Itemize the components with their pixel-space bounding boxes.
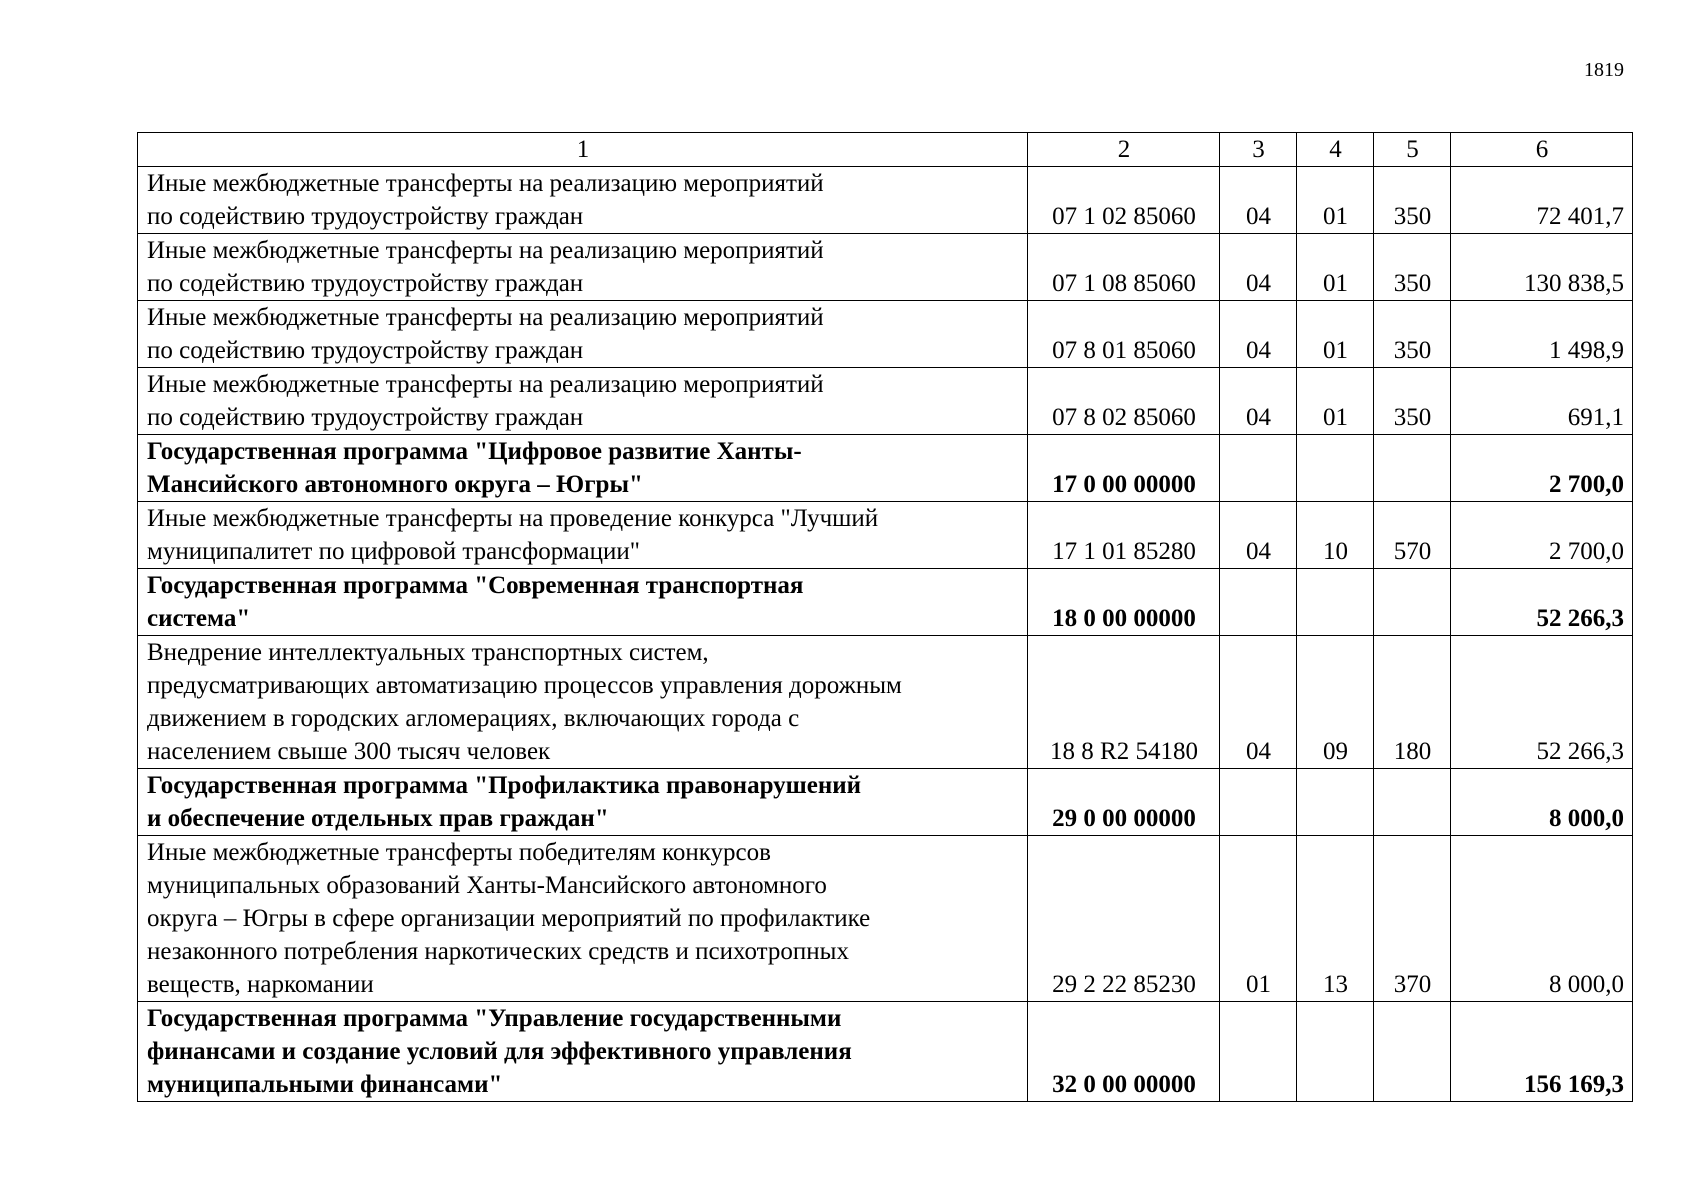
row-code-cell: 07 8 01 85060 <box>1028 301 1220 368</box>
row-name-cell <box>138 569 1028 636</box>
row-section-cell: 04 <box>1220 301 1297 368</box>
page-number: 1819 <box>1584 59 1624 81</box>
row-code-cell: 18 8 R2 54180 <box>1028 636 1220 769</box>
row-section-cell <box>1220 1002 1297 1102</box>
row-name-line: по содействию трудоустройству граждан <box>147 404 584 431</box>
row-name-line: Государственная программа "Современная транспортная <box>147 572 804 599</box>
row-name-line: Иные межбюджетные трансферты на реализацию мероприятий <box>147 170 824 197</box>
row-name-cell <box>138 502 1028 569</box>
row-expense-type-cell: 350 <box>1374 167 1451 234</box>
row-amount-cell: 2 700,0 <box>1451 502 1633 569</box>
row-amount-cell: 8 000,0 <box>1451 836 1633 1002</box>
row-name-line: и обеспечение отдельных прав граждан" <box>147 805 609 832</box>
table-row <box>138 836 1633 1002</box>
row-subsection-cell: 01 <box>1297 167 1374 234</box>
header-col-1: 1 <box>138 133 1028 167</box>
row-section-cell <box>1220 569 1297 636</box>
row-expense-type-cell <box>1374 1002 1451 1102</box>
row-subsection-cell: 01 <box>1297 368 1374 435</box>
row-name-cell <box>138 234 1028 301</box>
row-name-line: Иные межбюджетные трансферты победителям конкурсов <box>147 839 771 866</box>
row-expense-type-cell <box>1374 769 1451 836</box>
header-col-5: 5 <box>1374 133 1451 167</box>
row-name-cell <box>138 769 1028 836</box>
program-row <box>138 435 1633 502</box>
table-row <box>138 167 1633 234</box>
row-name-line: муниципалитет по цифровой трансформации" <box>147 538 640 565</box>
table-row <box>138 234 1633 301</box>
row-amount-cell: 52 266,3 <box>1451 569 1633 636</box>
row-section-cell: 04 <box>1220 636 1297 769</box>
row-code-cell: 29 0 00 00000 <box>1028 769 1220 836</box>
table-row <box>138 301 1633 368</box>
table-header-row <box>138 133 1633 167</box>
row-code-cell: 29 2 22 85230 <box>1028 836 1220 1002</box>
row-name-cell <box>138 836 1028 1002</box>
row-amount-cell: 2 700,0 <box>1451 435 1633 502</box>
row-code-cell: 18 0 00 00000 <box>1028 569 1220 636</box>
row-subsection-cell: 01 <box>1297 301 1374 368</box>
table-row <box>138 502 1633 569</box>
row-section-cell <box>1220 769 1297 836</box>
row-expense-type-cell: 350 <box>1374 301 1451 368</box>
row-code-cell: 07 8 02 85060 <box>1028 368 1220 435</box>
row-name-line: округа – Югры в сфере организации мероприятий по профилактике <box>147 905 871 932</box>
row-name-line: финансами и создание условий для эффективного управления <box>147 1038 852 1065</box>
row-amount-cell: 72 401,7 <box>1451 167 1633 234</box>
row-subsection-cell <box>1297 569 1374 636</box>
row-subsection-cell: 09 <box>1297 636 1374 769</box>
row-amount-cell: 1 498,9 <box>1451 301 1633 368</box>
row-name-cell <box>138 1002 1028 1102</box>
header-col-6: 6 <box>1451 133 1633 167</box>
row-section-cell: 04 <box>1220 234 1297 301</box>
row-amount-cell: 691,1 <box>1451 368 1633 435</box>
table-row <box>138 368 1633 435</box>
row-name-line: Иные межбюджетные трансферты на реализацию мероприятий <box>147 371 824 398</box>
row-subsection-cell <box>1297 435 1374 502</box>
row-name-line: Иные межбюджетные трансферты на реализацию мероприятий <box>147 304 824 331</box>
row-name-line: незаконного потребления наркотических средств и психотропных <box>147 938 849 965</box>
row-name-line: муниципальными финансами" <box>147 1071 503 1098</box>
table-row <box>138 636 1633 769</box>
row-name-line: Государственная программа "Профилактика правонарушений <box>147 772 862 799</box>
row-section-cell: 04 <box>1220 368 1297 435</box>
row-name-line: система" <box>147 605 251 632</box>
row-expense-type-cell: 350 <box>1374 234 1451 301</box>
header-col-3: 3 <box>1220 133 1297 167</box>
row-name-line: по содействию трудоустройству граждан <box>147 270 584 297</box>
row-amount-cell: 52 266,3 <box>1451 636 1633 769</box>
row-section-cell: 04 <box>1220 502 1297 569</box>
row-name-line: веществ, наркомании <box>147 971 374 998</box>
table-body <box>138 133 1633 1102</box>
row-code-cell: 17 0 00 00000 <box>1028 435 1220 502</box>
row-name-line: по содействию трудоустройству граждан <box>147 337 584 364</box>
row-code-cell: 32 0 00 00000 <box>1028 1002 1220 1102</box>
row-name-line: Иные межбюджетные трансферты на проведение конкурса "Лучший <box>147 505 879 532</box>
row-expense-type-cell: 370 <box>1374 836 1451 1002</box>
row-name-line: движением в городских агломерациях, включающих города с <box>147 705 800 732</box>
row-name-line: населением свыше 300 тысяч человек <box>147 738 551 765</box>
row-subsection-cell <box>1297 769 1374 836</box>
row-subsection-cell: 13 <box>1297 836 1374 1002</box>
row-name-line: Государственная программа "Управление государственными <box>147 1005 842 1032</box>
row-name-line: предусматривающих автоматизацию процессов управления дорожным <box>147 672 902 699</box>
row-subsection-cell <box>1297 1002 1374 1102</box>
row-amount-cell: 156 169,3 <box>1451 1002 1633 1102</box>
program-row <box>138 569 1633 636</box>
row-expense-type-cell <box>1374 569 1451 636</box>
row-amount-cell: 8 000,0 <box>1451 769 1633 836</box>
row-section-cell <box>1220 435 1297 502</box>
header-col-2: 2 <box>1028 133 1220 167</box>
row-subsection-cell: 01 <box>1297 234 1374 301</box>
row-name-line: Внедрение интеллектуальных транспортных систем, <box>147 639 709 666</box>
row-name-line: Мансийского автономного округа – Югры" <box>147 471 643 498</box>
row-name-cell <box>138 435 1028 502</box>
row-code-cell: 07 1 08 85060 <box>1028 234 1220 301</box>
row-section-cell: 01 <box>1220 836 1297 1002</box>
row-name-line: по содействию трудоустройству граждан <box>147 203 584 230</box>
row-amount-cell: 130 838,5 <box>1451 234 1633 301</box>
row-name-line: Иные межбюджетные трансферты на реализацию мероприятий <box>147 237 824 264</box>
row-expense-type-cell <box>1374 435 1451 502</box>
row-name-line: Государственная программа "Цифровое развитие Ханты- <box>147 438 802 465</box>
budget-table <box>137 132 1633 1102</box>
header-col-4: 4 <box>1297 133 1374 167</box>
row-name-line: муниципальных образований Ханты-Мансийского автономного <box>147 872 827 899</box>
row-expense-type-cell: 350 <box>1374 368 1451 435</box>
row-name-cell <box>138 636 1028 769</box>
row-expense-type-cell: 180 <box>1374 636 1451 769</box>
row-name-cell <box>138 368 1028 435</box>
program-row <box>138 1002 1633 1102</box>
row-name-cell <box>138 167 1028 234</box>
row-expense-type-cell: 570 <box>1374 502 1451 569</box>
row-section-cell: 04 <box>1220 167 1297 234</box>
row-name-cell <box>138 301 1028 368</box>
row-code-cell: 17 1 01 85280 <box>1028 502 1220 569</box>
row-subsection-cell: 10 <box>1297 502 1374 569</box>
row-code-cell: 07 1 02 85060 <box>1028 167 1220 234</box>
program-row <box>138 769 1633 836</box>
